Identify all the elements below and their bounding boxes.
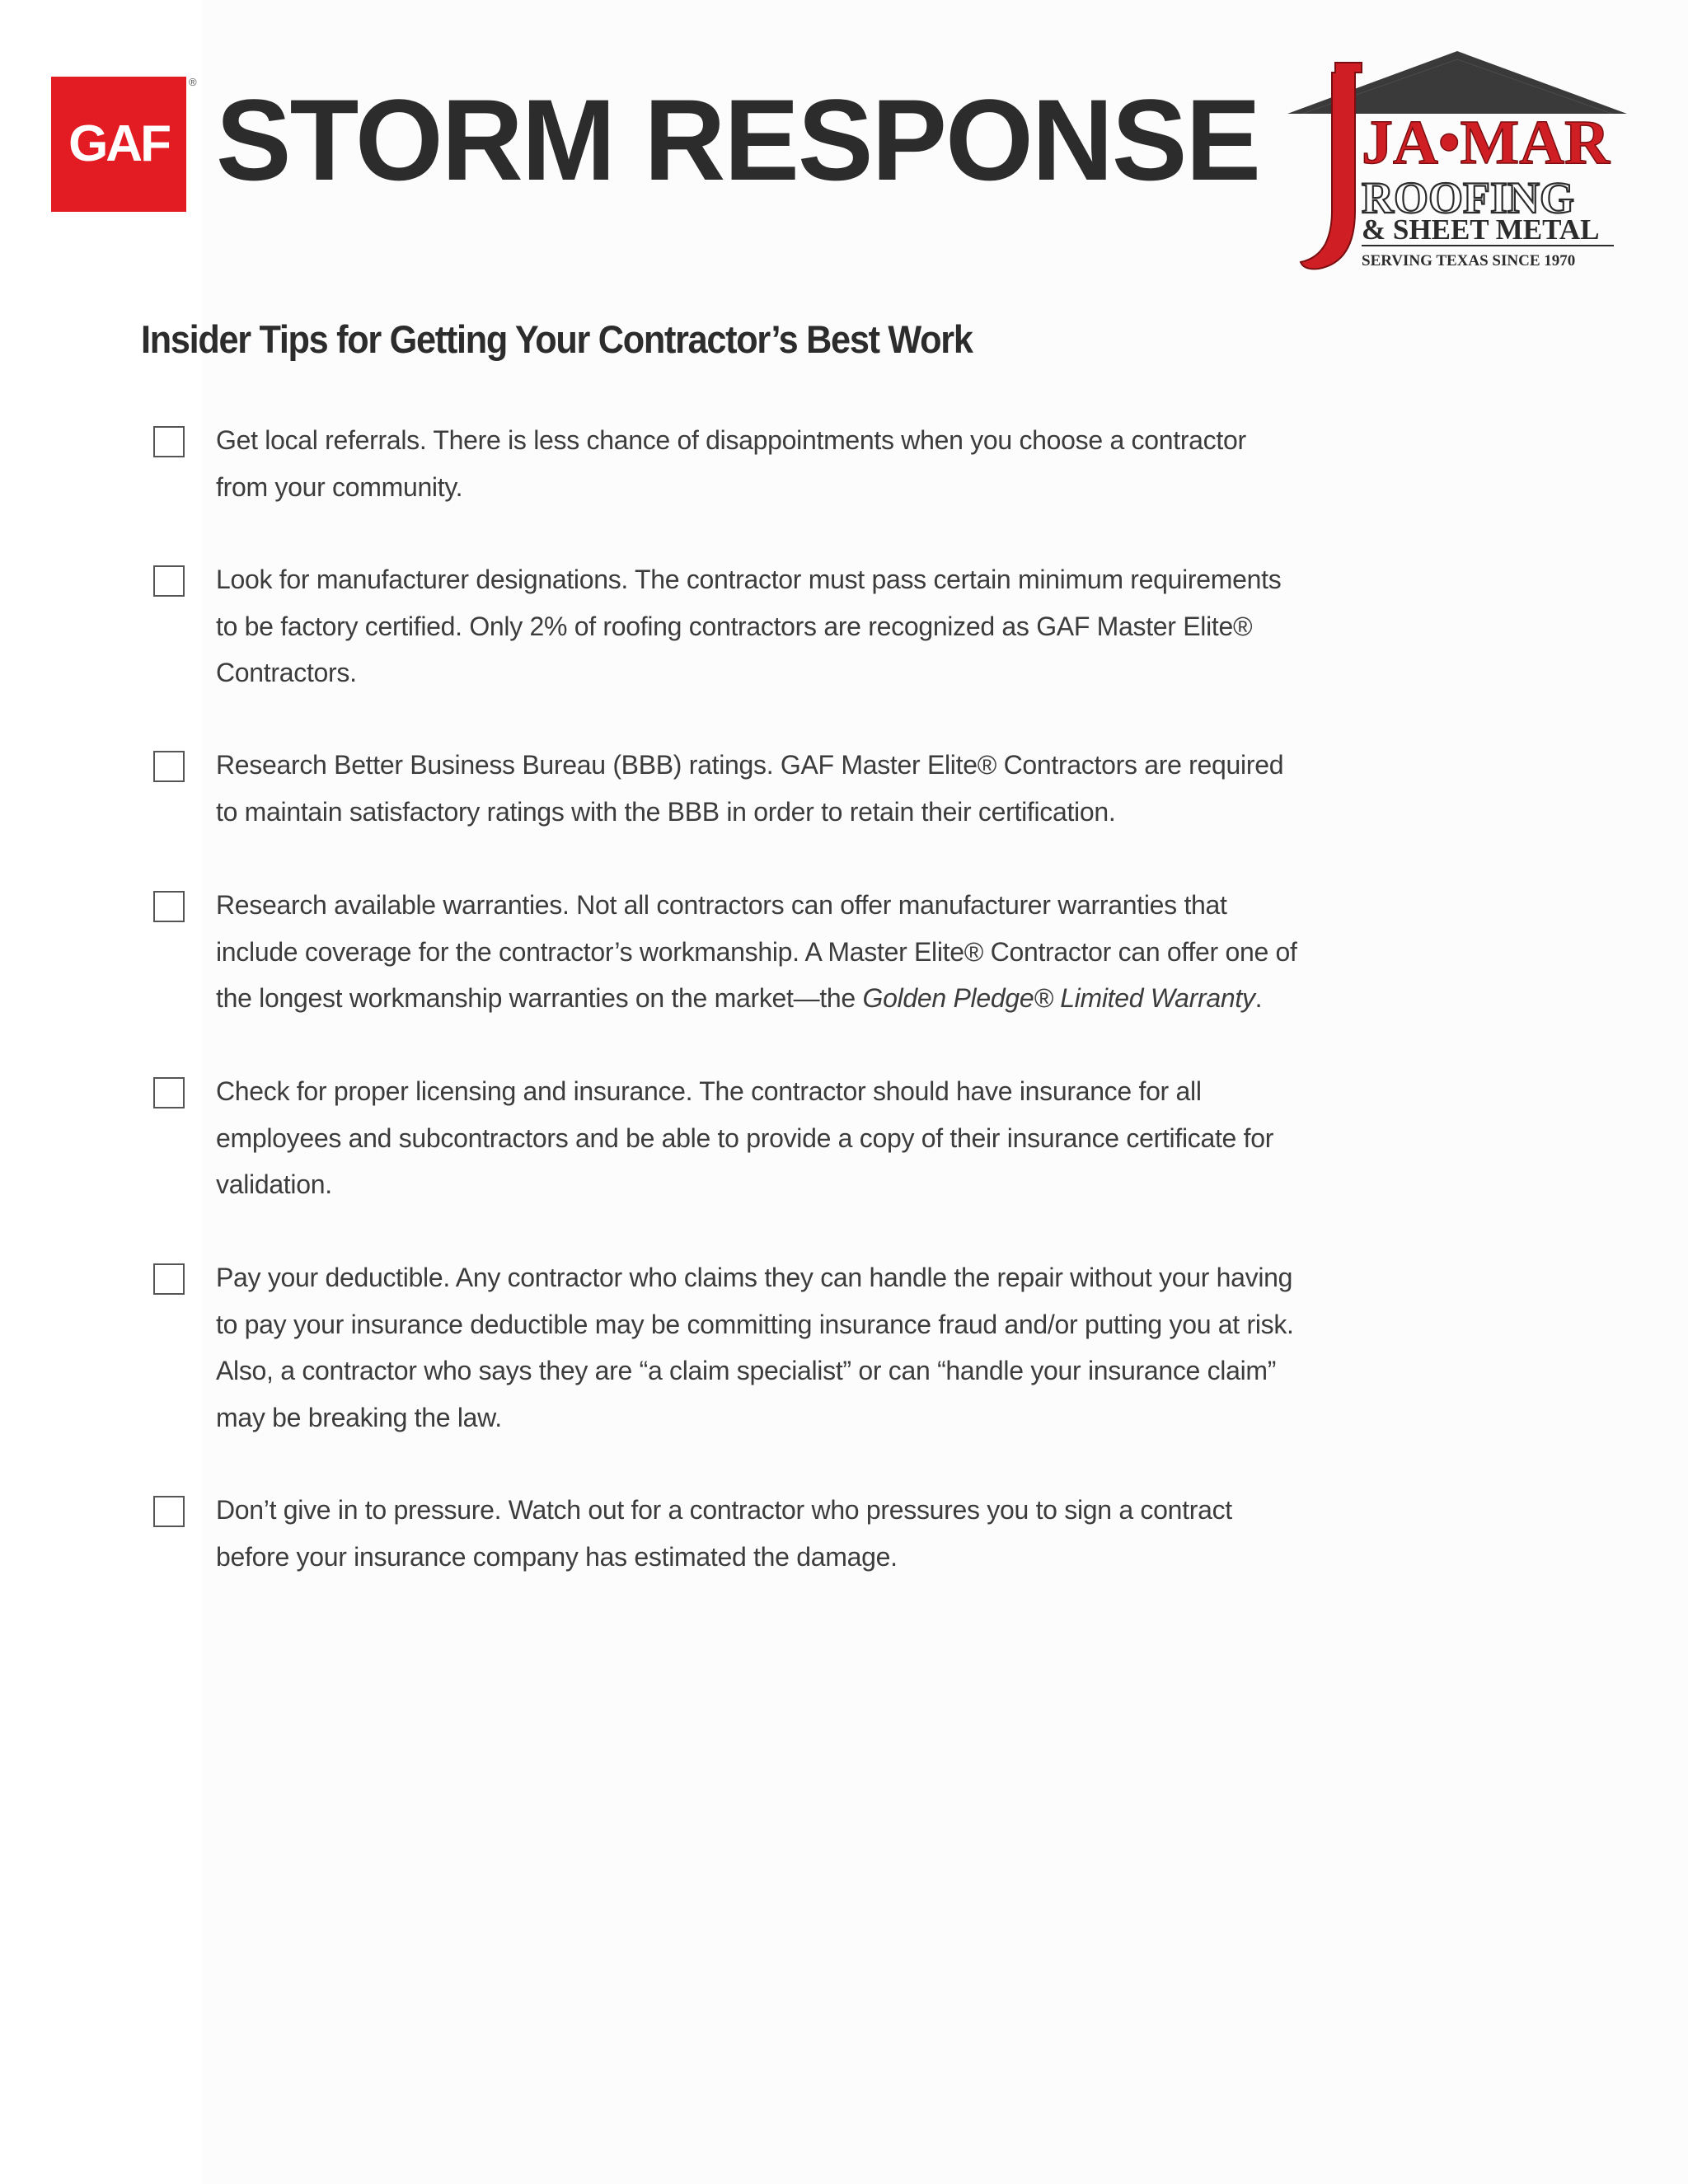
registered-mark: ® (189, 76, 197, 88)
tip-checkbox[interactable] (153, 1263, 185, 1295)
tip-text (216, 882, 1304, 1022)
tip-text: Look for manufacturer designations. The contractor must pass certain minimum requirements to be factory certified. Only 2% of roofing contractors are recognized as GAF Master Elite® Contractors. (216, 565, 1282, 687)
tip-text: Get local referrals. There is less chance of disappointments when you choose a contractor from your community. (216, 425, 1246, 502)
tip-checkbox[interactable] (153, 891, 185, 922)
tip-text: Don’t give in to pressure. Watch out for a contractor who pressures you to sign a contract before your insurance company has estimated the damage. (216, 1495, 1232, 1572)
gaf-logo-text: GAF (68, 115, 169, 172)
tip-text: Pay your deductible. Any contractor who claims they can handle the repair without your having to pay your insurance deductible may be committing insurance fraud and/or putting you at risk. Also, a contractor who says they are “a claim specialist” or can “handle your insurance claim” may be breaking the law. (216, 1263, 1294, 1432)
jamar-logo-roofing: ROOFING (1362, 173, 1575, 223)
jamar-logo-tagline: SERVING TEXAS SINCE 1970 (1362, 252, 1576, 269)
tip-checkbox[interactable] (153, 751, 185, 782)
tip-checkbox[interactable] (153, 1077, 185, 1108)
tip-checkbox[interactable] (153, 426, 185, 457)
tip-checkbox[interactable] (153, 565, 185, 597)
tip-text-emphasis: Golden Pledge® Limited Warranty (862, 983, 1255, 1013)
jamar-logo-name: JA•MAR (1362, 108, 1610, 177)
jamar-roofing-logo (1286, 46, 1632, 277)
tip-text: Research Better Business Bureau (BBB) ratings. GAF Master Elite® Contractors are required to maintain satisfactory ratings with the BBB in order to retain their certification. (216, 750, 1284, 827)
tip-checkbox[interactable] (153, 1496, 185, 1527)
j-letter-shape (1301, 63, 1362, 269)
section-heading: Insider Tips for Getting Your Contractor’s Best Work (141, 317, 973, 361)
page-title: STORM RESPONSE (216, 75, 1260, 204)
tip-text-main: Research available warranties. Not all contractors can offer manufacturer warranties that include coverage for the contractor’s workmanship. A Master Elite® Contractor can offer one of the longest workmanship warranties on the market—the (216, 890, 1297, 1013)
gaf-logo (51, 77, 186, 212)
tip-text: Check for proper licensing and insurance. The contractor should have insurance for all employees and subcontractors and be able to provide a copy of their insurance certificate for validation. (216, 1076, 1274, 1199)
jamar-logo-sheet-metal: & SHEET METAL (1362, 213, 1600, 246)
tip-text-suffix: . (1254, 983, 1263, 1013)
